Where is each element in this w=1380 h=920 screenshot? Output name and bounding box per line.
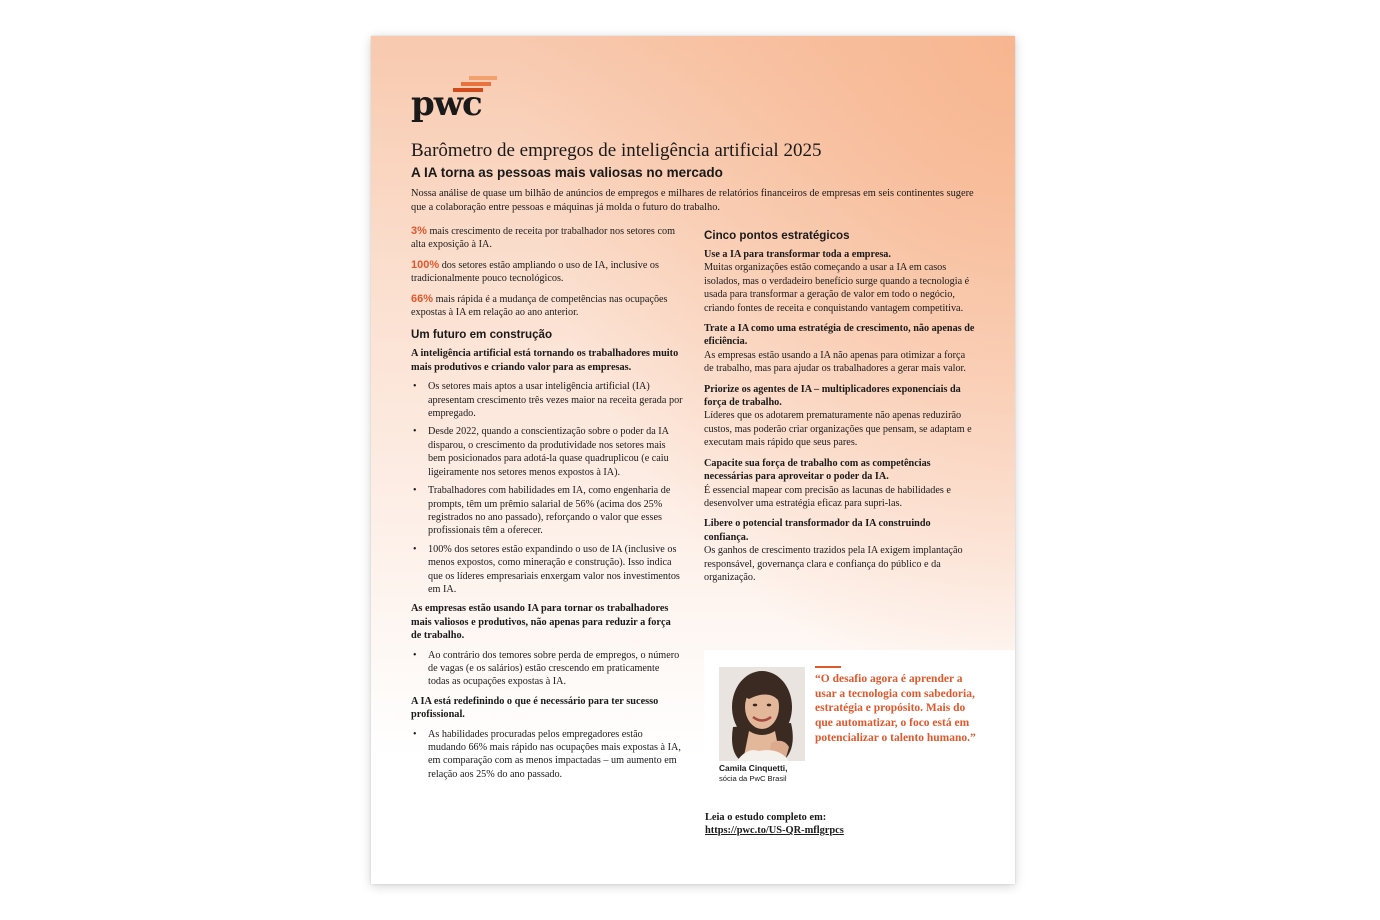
page-subtitle: A IA torna as pessoas mais valiosas no mercado (411, 165, 723, 180)
quote-author-role: sócia da PwC Brasil (719, 774, 787, 783)
logo-wordmark: pwc (411, 84, 482, 124)
point-body: Os ganhos de crescimento trazidos pela IA exigem implantação responsável, governança clara e confiança do público e da organização. (704, 545, 963, 583)
stat-text: dos setores estão ampliando o uso de IA, inclusive os tradicionalmente pouco tecnológicos. (411, 259, 659, 285)
stat-item (411, 225, 683, 252)
list-item: • 100% dos setores estão expandindo o uso de IA (inclusive os menos expostos, como mineração e construção). Isso indica que os líderes empresariais enxergam valor nos investimentos em IA. (411, 543, 683, 597)
future-lead-success: A IA está redefinindo o que é necessário para ter sucesso profissional. (411, 695, 659, 721)
strategic-point (704, 457, 976, 511)
point-body: Líderes que os adotarem prematuramente não apenas reduzirão custos, mas poderão criar organizações que pensam, se adaptam e executam mais rápido que seus pares. (704, 410, 972, 449)
page-title: Barômetro de empregos de inteligência artificial 2025 (411, 140, 822, 161)
list-item: • Ao contrário dos temores sobre perda de empregos, o número de vagas (e os salários) estão crescendo em praticamente todas as ocupações expostas à IA. (411, 649, 683, 689)
portrait-illustration (719, 667, 805, 761)
stat-value: 100% (411, 258, 440, 271)
point-title: Libere o potencial transformador da IA construindo confiança. (704, 518, 931, 543)
intro-paragraph: Nossa análise de quase um bilhão de anúncios de empregos e milhares de relatórios financeiros de empresas em seis continentes sugere que a colaboração entre pessoas e máquinas já molda o futuro do trabalho. (411, 188, 974, 213)
strategic-point (704, 322, 976, 376)
pwc-logo (411, 74, 503, 124)
quote-box (704, 650, 1015, 796)
stat-value: 66% (411, 292, 434, 305)
logo-bar-light (469, 76, 497, 80)
list-item: • Os setores mais aptos a usar inteligência artificial (IA) apresentam crescimento três vezes maior na receita gerada por empregado. (411, 380, 683, 420)
future-bullets-productivity (411, 380, 683, 596)
strategic-point (704, 517, 976, 584)
points-heading: Cinco pontos estratégicos (704, 229, 850, 242)
point-title: Priorize os agentes de IA – multiplicadores exponenciais da força de trabalho. (704, 383, 961, 409)
document-page (371, 36, 1015, 884)
point-title: Trate a IA como uma estratégia de crescimento, não apenas de eficiência. (704, 323, 975, 348)
left-column (411, 225, 683, 787)
right-column (704, 229, 976, 591)
stat-item (411, 293, 683, 320)
future-lead-productivity: A inteligência artificial está tornando os trabalhadores muito mais produtivos e criando valor para as empresas. (411, 348, 679, 373)
quote-accent-rule (815, 666, 841, 668)
stat-item (411, 259, 683, 286)
point-title: Use a IA para transformar toda a empresa. (704, 249, 891, 260)
quote-author-name: Camila Cinquetti, (719, 763, 788, 773)
list-item: • Trabalhadores com habilidades em IA, como engenharia de prompts, têm um prêmio salarial de 56% (acima dos 25% registrados no ano passado), reforçando o valor que esses profissionais têm a oferecer. (411, 484, 683, 538)
stat-value: 3% (411, 225, 427, 237)
study-link[interactable]: https://pwc.to/US-QR-mflgrpcs (705, 825, 844, 836)
point-body: As empresas estão usando a IA não apenas para otimizar a força de trabalho, mas para ajudar os trabalhadores a gerar mais valor. (704, 349, 966, 375)
quote-text: “O desafio agora é aprender a usar a tecnologia com sabedoria, estratégia e propósito. Mais do que automatizar, o foco está em potencializar o talento humano.” (815, 673, 976, 744)
point-title: Capacite sua força de trabalho com as competências necessárias para aproveitar o poder da IA. (704, 457, 931, 483)
strategic-point (704, 383, 976, 450)
future-bullets-value (411, 649, 683, 689)
point-body: Muitas organizações estão começando a usar a IA em casos isolados, mas o verdadeiro benefício surge quando a tecnologia é usada para transformar a geração de valor em todo o negócio, criando fontes de receita e conquistando vantagem competitiva. (704, 262, 970, 314)
read-study-label: Leia o estudo completo em: (705, 812, 827, 823)
future-heading: Um futuro em construção (411, 328, 553, 342)
portrait-photo (719, 667, 805, 761)
list-item: • Desde 2022, quando a conscientização sobre o poder da IA disparou, o crescimento da produtividade nos setores mais bem posicionados para adotá-la quase quadruplicou (e caiu ligeiramente nos setores menos expostos à IA). (411, 425, 683, 479)
point-body: É essencial mapear com precisão as lacunas de habilidades e desenvolver uma estratégia eficaz para supri-las. (704, 484, 951, 509)
future-lead-value: As empresas estão usando IA para tornar os trabalhadores mais valiosos e produtivos, não apenas para reduzir a força de trabalho. (411, 603, 671, 642)
stat-text: mais crescimento de receita por trabalhador nos setores com alta exposição à IA. (411, 226, 675, 251)
stat-text: mais rápida é a mudança de competências nas ocupações expostas à IA em relação ao ano anterior. (411, 293, 668, 319)
list-item: • As habilidades procuradas pelos empregadores estão mudando 66% mais rápido nas ocupações mais expostas à IA, em comparação com as menos impactadas – um aumento em relação aos 25% do ano passado. (411, 728, 683, 782)
strategic-point (704, 248, 976, 315)
future-bullets-success (411, 728, 683, 782)
